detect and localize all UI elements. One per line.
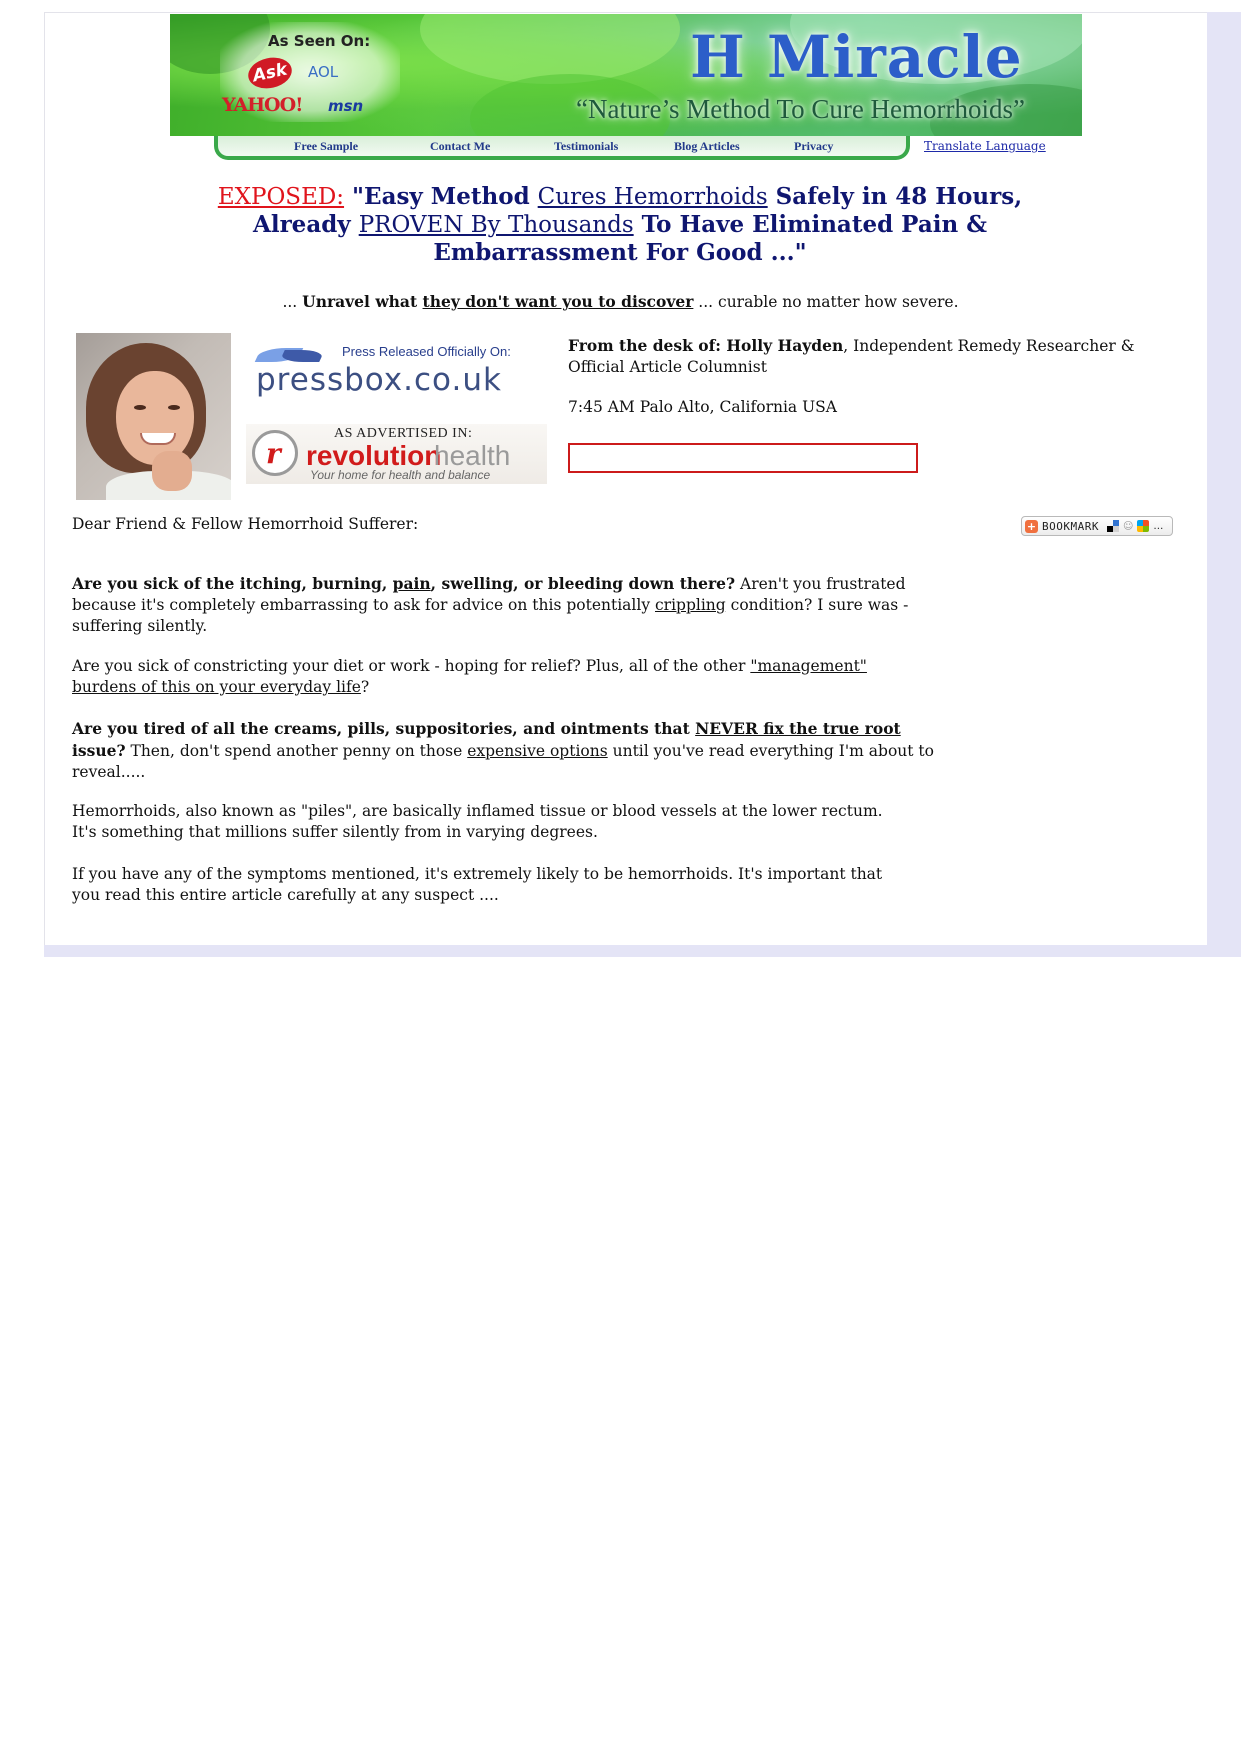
brand-tagline: “Nature’s Method To Cure Hemorrhoids” [576,94,1026,124]
bookmark-label: BOOKMARK [1042,519,1099,533]
ask-logo: Ask [245,54,294,92]
author-photo [76,333,231,500]
page-shadow-bottom [44,945,1241,957]
nav-contact-me[interactable]: Contact Me [430,139,491,153]
revolution-health-badge [246,424,547,484]
nav-blog-articles[interactable]: Blog Articles [674,139,740,153]
empty-red-box [568,443,918,473]
health-word: health [434,440,511,471]
nav-free-sample[interactable]: Free Sample [294,139,359,153]
headline-text: To Have Eliminated Pain & Embarrassment For Good ..." [433,211,987,266]
yahoo-logo: YAHOO! [222,94,303,116]
author-byline [568,335,1148,378]
nav-privacy[interactable]: Privacy [794,139,834,153]
letter-greeting: Dear Friend & Fellow Hemorrhoid Sufferer: [72,515,419,533]
more-icon: … [1153,520,1164,532]
windows-live-icon [1137,520,1149,532]
delicious-icon [1107,520,1119,532]
p3-bold: issue? [72,741,126,760]
p2-text: Are you sick of constricting your diet or work - hoping for relief? Plus, all of the other [72,657,751,675]
p4-line: It's something that millions suffer silently from in varying degrees. [72,823,598,841]
as-seen-on-label: As Seen On: [268,32,371,50]
revolution-health-logo-icon: r [252,430,298,476]
p3-underline-never: NEVER fix the true root [695,719,901,738]
p3-text: until you've read everything I'm about to reveal..... [72,742,934,781]
bookmark-button[interactable] [1021,516,1173,536]
dateline: 7:45 AM Palo Alto, California USA [568,398,837,416]
header-banner [170,14,1082,136]
nav-testimonials[interactable]: Testimonials [554,139,619,153]
digg-icon: ☺ [1122,520,1134,532]
page-shadow-right [1207,12,1241,957]
p5-text: If you have any of the symptoms mentioned, it's extremely likely to be hemorrhoids. It's important that you read this entire article carefully at any suspect .... [72,865,883,904]
page-headline [200,183,1040,267]
advertised-label: AS ADVERTISED IN: [334,426,473,441]
p1-text: Aren't you frustrated because it's completely embarrassing to ask for advice on this potentially [72,575,906,614]
p1-bold: , swelling, or bleeding down there? [430,574,736,593]
paragraph-2 [72,656,922,698]
nav-bar [214,136,910,160]
as-seen-on-block [220,22,400,122]
paragraph-3 [72,718,942,783]
subhead-bold: Unravel what [302,292,423,311]
subheadline [0,292,1241,311]
headline-exposed: EXPOSED: [217,184,345,210]
p1-underline-crippling: crippling [655,596,726,614]
author-name: From the desk of: Holly Hayden [568,336,844,355]
headline-link-cures[interactable]: Cures Hemorrhoids [537,184,768,210]
headline-text: "Easy Method [344,183,538,210]
revolution-word: revolution [306,440,442,471]
p3-underline-expensive: expensive options [467,742,608,760]
p1-bold: Are you sick of the itching, burning, [72,574,393,593]
plus-icon: + [1026,519,1037,533]
p2-underline: "management" burdens of this on your everyday life [72,657,867,696]
subhead-underlined: they don't want you to discover [422,292,694,311]
headline-text: Safely in 48 Hours, Already [252,183,1023,238]
msn-logo: msn [328,97,364,115]
p1-text: condition? I sure was - suffering silently. [72,596,909,635]
paragraph-5 [72,864,892,906]
p3-text: Then, don't spend another penny on those [125,742,468,760]
leaf-decoration [420,14,680,84]
p3-bold: Are you tired of all the creams, pills, suppositories, and ointments that [72,719,696,738]
revolution-tagline: Your home for health and balance [310,468,491,482]
paragraph-1 [72,573,942,637]
p1-underline-pain: pain [392,574,431,593]
subhead-prefix: ... [282,293,303,311]
subhead-suffix: ... curable no matter how severe. [693,293,959,311]
headline-link-proven[interactable]: PROVEN By Thousands [358,212,634,238]
pressbox-label: Press Released Officially On: [342,344,511,359]
pressbox-site: pressbox.co.uk [256,362,502,398]
pressbox-badge [246,336,546,406]
p2-text: ? [360,678,370,696]
author-title: , Independent Remedy Researcher & Official Article Columnist [568,337,1135,376]
paragraph-4 [72,801,942,843]
aol-logo: AOL [308,63,339,81]
p4-line: Hemorrhoids, also known as "piles", are basically inflamed tissue or blood vessels at the lower rectum. [72,802,883,820]
brand-title: H Miracle [690,23,1023,91]
translate-language-link[interactable]: Translate Language [924,139,1046,153]
